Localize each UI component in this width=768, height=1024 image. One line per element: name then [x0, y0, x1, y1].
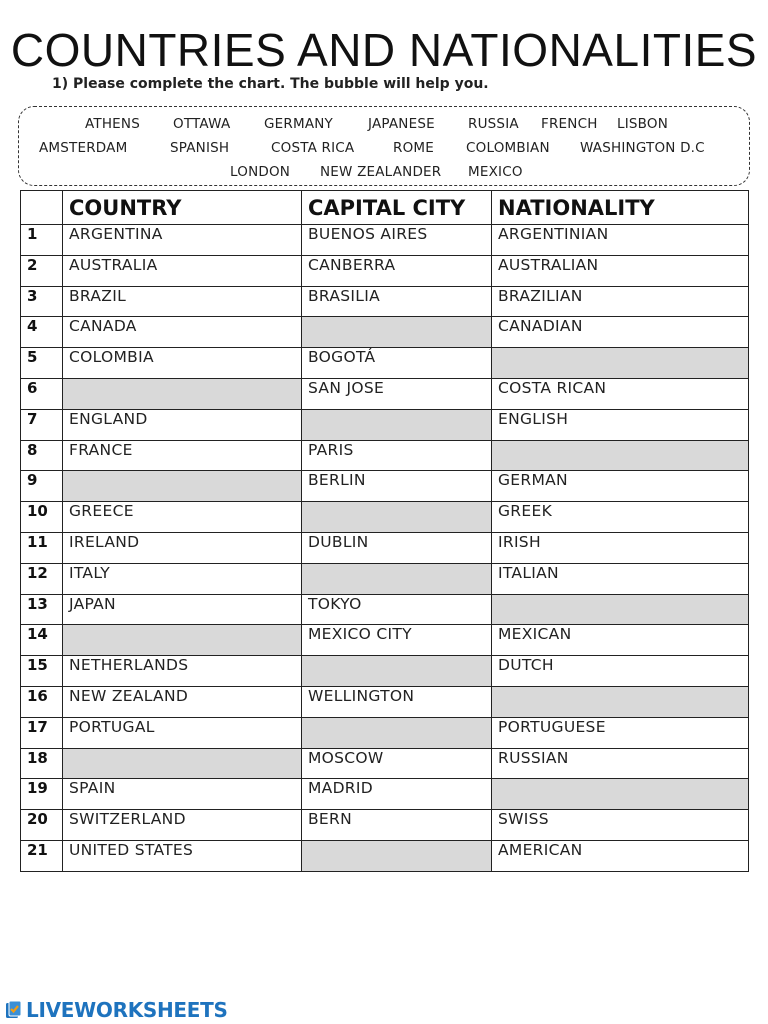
word-bank-item: COSTA RICA	[271, 140, 355, 156]
country-answer-input[interactable]	[69, 625, 305, 657]
country-answer-input[interactable]	[69, 471, 305, 503]
row-number: 6	[21, 378, 63, 409]
liveworksheets-logo	[4, 998, 228, 1022]
instruction-text: 1) Please complete the chart. The bubble will help you.	[52, 76, 489, 92]
word-bank-item: OTTAWA	[173, 116, 231, 132]
country-cell: ARGENTINA	[63, 225, 302, 256]
row-number: 3	[21, 286, 63, 317]
table-row	[21, 348, 749, 379]
nationality-cell: CANADIAN	[492, 317, 749, 348]
table-row	[21, 779, 749, 810]
table-row	[21, 255, 749, 286]
row-number: 5	[21, 348, 63, 379]
word-bank-item: COLOMBIAN	[466, 140, 550, 156]
country-cell: FRANCE	[63, 440, 302, 471]
row-number: 12	[21, 563, 63, 594]
nationality-cell: DUTCH	[492, 656, 749, 687]
country-cell: ITALY	[63, 563, 302, 594]
row-number: 17	[21, 717, 63, 748]
capital-answer-input[interactable]	[308, 718, 495, 750]
nationality-cell: ARGENTINIAN	[492, 225, 749, 256]
nationality-answer-input[interactable]	[498, 779, 752, 811]
capital-answer-field[interactable]	[302, 563, 492, 594]
country-cell: PORTUGAL	[63, 717, 302, 748]
word-bank-item: LONDON	[230, 164, 291, 180]
country-answer-field[interactable]	[63, 471, 302, 502]
table-row	[21, 225, 749, 256]
nationality-answer-input[interactable]	[498, 348, 752, 380]
capital-answer-field[interactable]	[302, 317, 492, 348]
table-row	[21, 594, 749, 625]
nationality-cell: GREEK	[492, 502, 749, 533]
row-number: 2	[21, 255, 63, 286]
country-cell: AUSTRALIA	[63, 255, 302, 286]
nationality-cell: RUSSIAN	[492, 748, 749, 779]
country-cell: NEW ZEALAND	[63, 686, 302, 717]
row-number: 1	[21, 225, 63, 256]
capital-answer-input[interactable]	[308, 410, 495, 442]
country-cell: NETHERLANDS	[63, 656, 302, 687]
table-row	[21, 686, 749, 717]
table-row	[21, 840, 749, 871]
nationality-answer-field[interactable]	[492, 440, 749, 471]
page-title: COUNTRIES AND NATIONALITIES	[10, 24, 758, 76]
country-cell: BRAZIL	[63, 286, 302, 317]
row-number: 16	[21, 686, 63, 717]
word-bank-item: RUSSIA	[468, 116, 519, 132]
capital-answer-field[interactable]	[302, 840, 492, 871]
word-bank-item: FRENCH	[541, 116, 598, 132]
word-bank-item: NEW ZEALANDER	[320, 164, 442, 180]
header-nationality: NATIONALITY	[492, 191, 749, 225]
word-bank-item: ATHENS	[85, 116, 140, 132]
capital-answer-input[interactable]	[308, 502, 495, 534]
nationality-cell: ENGLISH	[492, 409, 749, 440]
nationality-cell: COSTA RICAN	[492, 378, 749, 409]
row-number: 14	[21, 625, 63, 656]
table-header-row	[21, 191, 749, 225]
nationality-cell: MEXICAN	[492, 625, 749, 656]
nationality-cell: PORTUGUESE	[492, 717, 749, 748]
capital-cell: CANBERRA	[302, 255, 492, 286]
table-row	[21, 378, 749, 409]
nationality-cell: SWISS	[492, 810, 749, 841]
row-number: 11	[21, 532, 63, 563]
country-cell: ENGLAND	[63, 409, 302, 440]
word-bank-row-3	[19, 164, 749, 184]
capital-answer-field[interactable]	[302, 656, 492, 687]
nationality-cell: AUSTRALIAN	[492, 255, 749, 286]
capital-cell: TOKYO	[302, 594, 492, 625]
country-answer-field[interactable]	[63, 625, 302, 656]
capital-cell: BERLIN	[302, 471, 492, 502]
country-cell: GREECE	[63, 502, 302, 533]
word-bank-item: WASHINGTON D.C	[580, 140, 705, 156]
capital-cell: SAN JOSE	[302, 378, 492, 409]
country-cell: IRELAND	[63, 532, 302, 563]
nationality-answer-field[interactable]	[492, 686, 749, 717]
country-answer-field[interactable]	[63, 748, 302, 779]
capital-answer-field[interactable]	[302, 409, 492, 440]
row-number: 21	[21, 840, 63, 871]
nationality-answer-field[interactable]	[492, 779, 749, 810]
countries-table	[20, 190, 749, 872]
row-number: 20	[21, 810, 63, 841]
nationality-cell: IRISH	[492, 532, 749, 563]
capital-cell: MOSCOW	[302, 748, 492, 779]
capital-cell: BRASILIA	[302, 286, 492, 317]
row-number: 18	[21, 748, 63, 779]
nationality-answer-field[interactable]	[492, 594, 749, 625]
row-number: 9	[21, 471, 63, 502]
table-row	[21, 409, 749, 440]
capital-answer-input[interactable]	[308, 564, 495, 596]
table-row	[21, 317, 749, 348]
word-bank-item: SPANISH	[170, 140, 230, 156]
row-number: 7	[21, 409, 63, 440]
table-row	[21, 625, 749, 656]
header-capital-city: CAPITAL CITY	[302, 191, 492, 225]
nationality-cell: GERMAN	[492, 471, 749, 502]
word-bank-row-1	[19, 116, 749, 136]
word-bank-item: AMSTERDAM	[39, 140, 128, 156]
country-cell: SWITZERLAND	[63, 810, 302, 841]
word-bank-item: GERMANY	[264, 116, 333, 132]
word-bank-item: JAPANESE	[368, 116, 435, 132]
capital-answer-input[interactable]	[308, 841, 495, 873]
capital-cell: DUBLIN	[302, 532, 492, 563]
word-bank-item: ROME	[393, 140, 434, 156]
capital-cell: BUENOS AIRES	[302, 225, 492, 256]
nationality-answer-input[interactable]	[498, 441, 752, 473]
country-answer-input[interactable]	[69, 379, 305, 411]
country-cell: UNITED STATES	[63, 840, 302, 871]
table-row	[21, 532, 749, 563]
capital-cell: BERN	[302, 810, 492, 841]
word-bank-bubble	[18, 106, 750, 186]
table-row	[21, 471, 749, 502]
capital-answer-field[interactable]	[302, 717, 492, 748]
row-number: 19	[21, 779, 63, 810]
table-row	[21, 563, 749, 594]
header-number	[21, 191, 63, 225]
country-answer-input[interactable]	[69, 749, 305, 781]
country-cell: COLOMBIA	[63, 348, 302, 379]
capital-cell: PARIS	[302, 440, 492, 471]
row-number: 15	[21, 656, 63, 687]
table-row	[21, 717, 749, 748]
word-bank-row-2	[19, 140, 749, 160]
capital-answer-field[interactable]	[302, 502, 492, 533]
word-bank-item: LISBON	[617, 116, 669, 132]
table-row	[21, 810, 749, 841]
table-row	[21, 748, 749, 779]
liveworksheets-logo-text: LIVEWORKSHEETS	[26, 998, 228, 1022]
country-cell: JAPAN	[63, 594, 302, 625]
word-bank-item: MEXICO	[468, 164, 523, 180]
table-row	[21, 502, 749, 533]
capital-answer-input[interactable]	[308, 656, 495, 688]
row-number: 13	[21, 594, 63, 625]
row-number: 10	[21, 502, 63, 533]
nationality-cell: ITALIAN	[492, 563, 749, 594]
country-cell: CANADA	[63, 317, 302, 348]
capital-cell: MADRID	[302, 779, 492, 810]
table-row	[21, 440, 749, 471]
capital-cell: WELLINGTON	[302, 686, 492, 717]
capital-cell: BOGOTÁ	[302, 348, 492, 379]
capital-cell: MEXICO CITY	[302, 625, 492, 656]
table-row	[21, 656, 749, 687]
nationality-answer-input[interactable]	[498, 687, 752, 719]
header-country: COUNTRY	[63, 191, 302, 225]
row-number: 4	[21, 317, 63, 348]
liveworksheets-logo-icon	[4, 1000, 24, 1020]
nationality-cell: AMERICAN	[492, 840, 749, 871]
nationality-cell: BRAZILIAN	[492, 286, 749, 317]
row-number: 8	[21, 440, 63, 471]
country-cell: SPAIN	[63, 779, 302, 810]
table-row	[21, 286, 749, 317]
nationality-answer-field[interactable]	[492, 348, 749, 379]
country-answer-field[interactable]	[63, 378, 302, 409]
nationality-answer-input[interactable]	[498, 595, 752, 627]
capital-answer-input[interactable]	[308, 317, 495, 349]
